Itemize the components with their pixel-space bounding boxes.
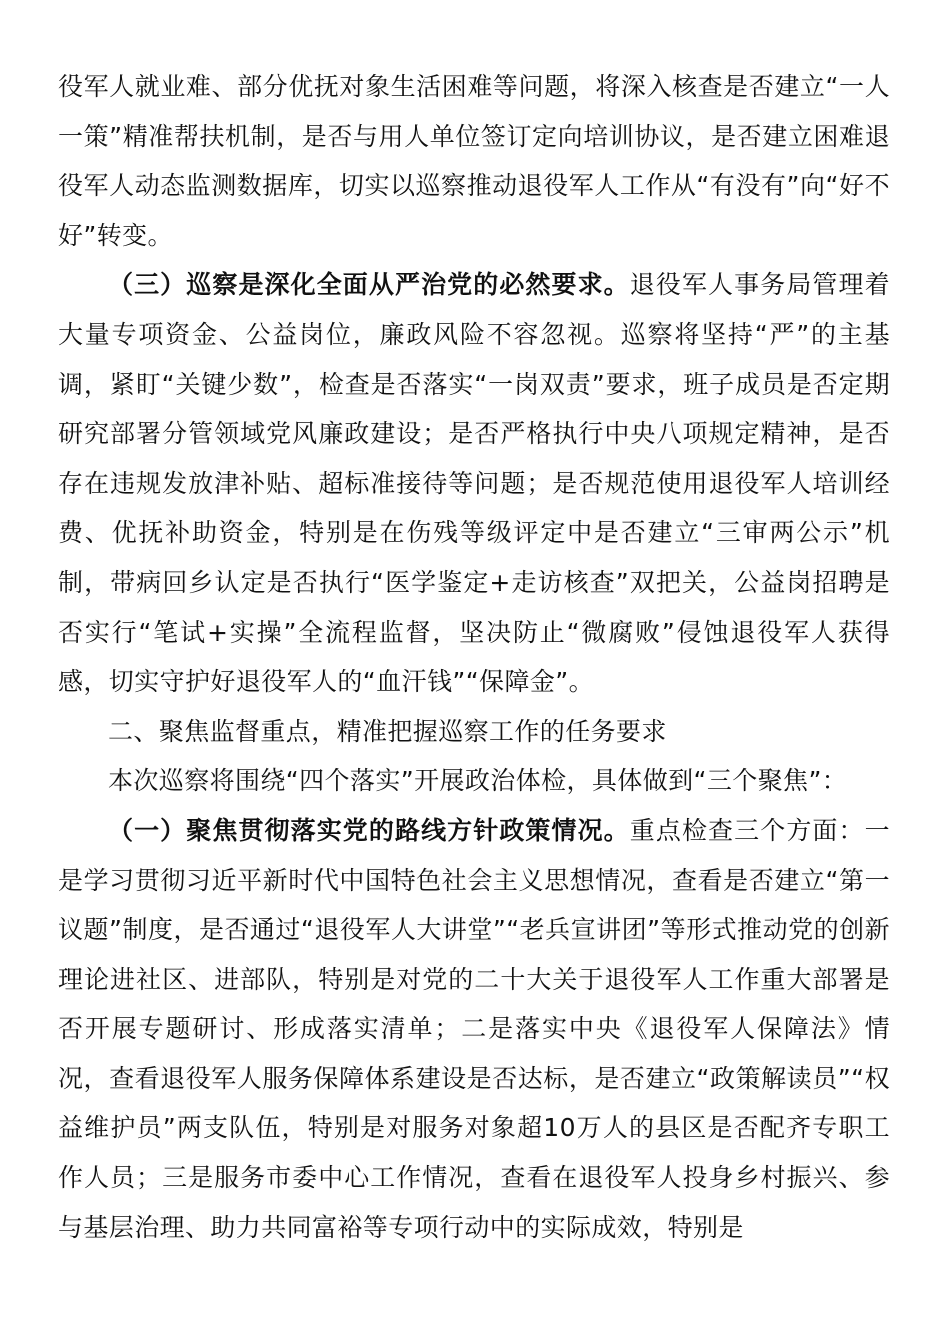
paragraph-continuation	[58, 62, 890, 260]
paragraph-focus-one	[58, 806, 890, 1252]
heading-text: 二、聚焦监督重点，精准把握巡察工作的任务要求	[108, 716, 667, 746]
paragraph-text: 役军人就业难、部分优抚对象生活困难等问题，将深入核查是否建立“一人一策”精准帮扶机制，是否与用人单位签订定向培训协议，是否建立困难退役军人动态监测数据库，切实以巡察推动退役军人工作从“有没有”向“好不好”转变。	[58, 72, 890, 250]
paragraph-text: 退役军人事务局管理着大量专项资金、公益岗位，廉政风险不容忽视。巡察将坚持“严”的主基调，紧盯“关键少数”，检查是否落实“一岗双责”要求，班子成员是否定期研究部署分管领域党风廉政建设；是否严格执行中央八项规定精神，是否存在违规发放津补贴、超标准接待等问题；是否规范使用退役军人培训经费、优抚补助资金，特别是在伤残等级评定中是否建立“三审两公示”机制，带病回乡认定是否执行“医学鉴定+走访核查”双把关，公益岗招聘是否实行“笔试+实操”全流程监督，坚决防止“微腐败”侵蚀退役军人获得感，切实守护好退役军人的“血汗钱”“保障金”。	[58, 270, 890, 697]
paragraph-text: 重点检查三个方面：一是学习贯彻习近平新时代中国特色社会主义思想情况，查看是否建立“第一议题”制度，是否通过“退役军人大讲堂”“老兵宣讲团”等形式推动党的创新理论进社区、进部队，特别是对党的二十大关于退役军人工作重大部署是否开展专题研讨、形成落实清单；二是落实中央《退役军人保障法》情况，查看退役军人服务保障体系建设是否达标，是否建立“政策解读员”“权益维护员”两支队伍，特别是对服务对象超10万人的县区是否配齐专职工作人员；三是服务市委中心工作情况，查看在退役军人投身乡村振兴、参与基层治理、助力共同富裕等专项行动中的实际成效，特别是	[58, 815, 890, 1242]
section-heading-two	[58, 707, 890, 757]
document-page	[58, 62, 890, 1252]
paragraph-intro	[58, 756, 890, 806]
paragraph-section-three	[58, 260, 890, 706]
paragraph-heading: （一）聚焦贯彻落实党的路线方针政策情况。	[108, 815, 630, 845]
paragraph-text: 本次巡察将围绕“四个落实”开展政治体检，具体做到“三个聚焦”：	[108, 766, 848, 796]
paragraph-heading: （三）巡察是深化全面从严治党的必然要求。	[108, 270, 630, 300]
